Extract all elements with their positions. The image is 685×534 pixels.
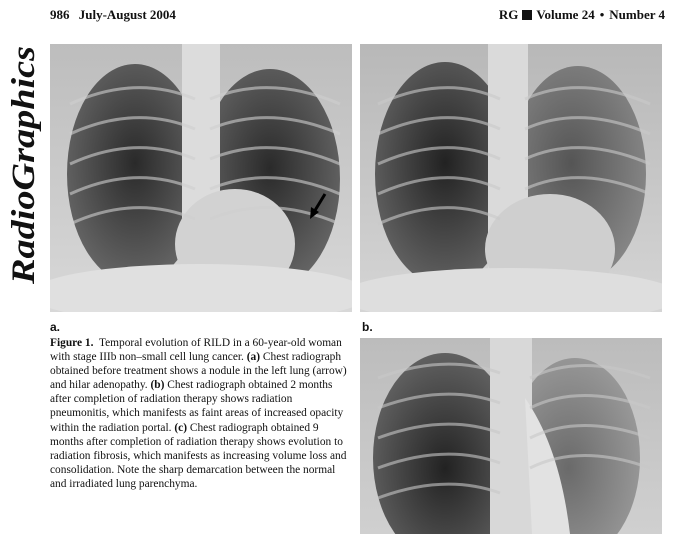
journal-logo-text: RadioGraphics: [6, 78, 42, 284]
figure-title: Figure 1.: [50, 337, 94, 349]
radiograph-panel-a: [50, 44, 352, 312]
figure-caption: [50, 336, 350, 491]
caption-b-label: (b): [150, 379, 165, 392]
journal-abbrev: RG: [498, 7, 519, 22]
caption-intro: Temporal evolution of RILD in a 60-year-old woman with stage IIIb non–small cell lung cancer.: [50, 337, 342, 364]
caption-a-text: Chest radiograph obtained before treatment shows a nodule in the left lung (arrow) and hilar adenopathy.: [50, 351, 347, 392]
caption-c-label: (c): [174, 421, 187, 434]
page-number: 986: [50, 7, 70, 22]
issue-date: July-August 2004: [78, 7, 176, 22]
caption-b-text: Chest radiograph obtained 2 months after completion of radiation therapy shows radiation pneumonitis, which manifests as faint areas of increased opacity within the radiation portal.: [50, 379, 344, 434]
bullet-separator-icon: •: [599, 7, 605, 22]
panel-label-b: b.: [362, 320, 373, 334]
radiograph-panel-b: [360, 44, 662, 312]
running-header-left: [50, 7, 176, 23]
square-separator-icon: [522, 10, 532, 20]
panel-label-a: a.: [50, 320, 61, 334]
caption-a-label: (a): [246, 351, 261, 364]
journal-logo: [4, 38, 44, 288]
running-header-right: [499, 7, 665, 23]
issue-number: Number 4: [609, 7, 665, 22]
volume: Volume 24: [536, 7, 595, 22]
radiograph-panel-c: [360, 338, 662, 534]
caption-c-text: Chest radiograph obtained 9 months after completion of radiation therapy shows evolution to radiation fibrosis, which manifests as increasing volume loss and consolidation. Note the sharp demarcation between the normal and irradiated lung parenchyma.: [50, 421, 347, 490]
